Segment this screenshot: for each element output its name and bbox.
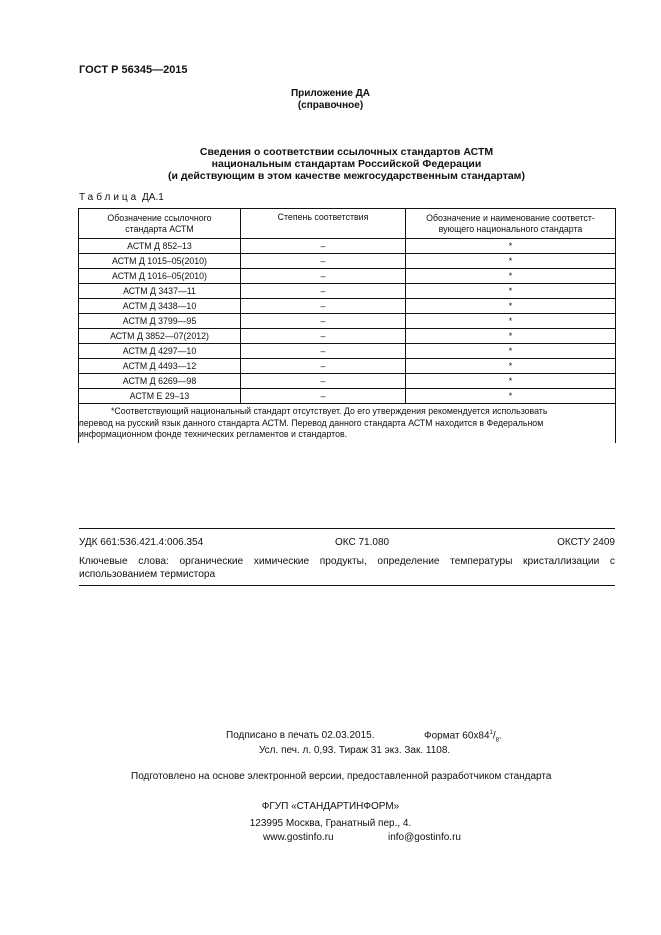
cell-degree: – — [241, 299, 406, 314]
cell-astm-standard: АСТМ Д 4493—12 — [79, 359, 241, 374]
table-caption — [79, 192, 164, 203]
cell-astm-standard: АСТМ Д 1016–05(2010) — [79, 269, 241, 284]
main-title-line-3: (и действующим в этом качестве межгосударственным стандартам) — [168, 170, 525, 182]
header-astm-designation — [79, 209, 241, 239]
cell-astm-standard: АСТМ Д 852–13 — [79, 239, 241, 254]
format-end: . — [499, 730, 502, 742]
keywords — [79, 555, 615, 581]
cell-degree: – — [241, 254, 406, 269]
table-row — [79, 314, 616, 329]
cell-degree: – — [241, 239, 406, 254]
format-prefix: Формат 60x84 — [424, 730, 490, 742]
annex-subtitle: (справочное) — [297, 100, 364, 111]
table-caption-id: ДА.1 — [142, 192, 164, 203]
cell-astm-standard: АСТМ Д 3799—95 — [79, 314, 241, 329]
okstu-code: ОКСТУ 2409 — [557, 537, 615, 548]
cell-degree: – — [241, 359, 406, 374]
annex-heading — [0, 88, 661, 112]
cell-national-standard: * — [406, 254, 616, 269]
cell-national-standard: * — [406, 329, 616, 344]
table-row — [79, 239, 616, 254]
cell-degree: – — [241, 269, 406, 284]
cell-degree: – — [241, 374, 406, 389]
annex-title: Приложение ДА — [290, 88, 371, 99]
format-sup: 1 — [489, 730, 493, 736]
header-line: Обозначение ссылочного — [107, 212, 212, 223]
table-row — [79, 359, 616, 374]
cell-astm-standard: АСТМ Д 1015–05(2010) — [79, 254, 241, 269]
table-caption-word: Таблица — [79, 192, 140, 203]
udk-code: УДК 661:536.421.4:006.354 — [79, 537, 204, 548]
table-row — [79, 389, 616, 404]
cell-astm-standard: АСТМ Д 3437—11 — [79, 284, 241, 299]
table-note — [79, 404, 616, 443]
cell-national-standard: * — [406, 299, 616, 314]
table-row — [79, 284, 616, 299]
cell-national-standard: * — [406, 389, 616, 404]
cell-degree: – — [241, 344, 406, 359]
table-body — [79, 239, 616, 404]
document-id: ГОСТ Р 56345—2015 — [79, 64, 188, 76]
website-link[interactable]: www.gostinfo.ru — [263, 832, 334, 843]
print-details: Усл. печ. л. 0,93. Тираж 31 экз. Зак. 1108. — [259, 745, 451, 756]
main-title — [79, 146, 614, 182]
cell-astm-standard: АСТМ Д 6269—98 — [79, 374, 241, 389]
cell-degree: – — [241, 329, 406, 344]
cell-astm-standard: АСТМ Д 4297—10 — [79, 344, 241, 359]
cell-national-standard: * — [406, 359, 616, 374]
table-note-line-1: *Соответствующий национальный стандарт отсутствует. До его утверждения рекомендуется использовать — [111, 406, 548, 416]
table-row — [79, 374, 616, 389]
keywords-line-1: Ключевые слова: органические химические продукты, определение температуры кристаллизации с — [79, 556, 615, 567]
header-national-standard — [406, 209, 616, 239]
email-link[interactable]: info@gostinfo.ru — [388, 832, 461, 843]
table-note-line-2: перевод на русский язык данного стандарта АСТМ. Перевод данного стандарта АСТМ находится в Федеральном — [79, 417, 544, 428]
header-line: стандарта АСТМ — [125, 223, 194, 234]
cell-astm-standard: АСТМ Е 29–13 — [79, 389, 241, 404]
divider-top — [79, 528, 615, 529]
correspondence-table — [78, 208, 616, 443]
table-row — [79, 344, 616, 359]
cell-degree: – — [241, 284, 406, 299]
main-title-line-1: Сведения о соответствии ссылочных стандартов АСТМ — [199, 146, 494, 158]
table-note-row — [79, 404, 616, 443]
table-header-row — [79, 209, 616, 239]
cell-degree: – — [241, 389, 406, 404]
table-note-line-3: информационном фонде технических регламентов и стандартов. — [79, 429, 348, 439]
divider-bottom — [79, 585, 615, 586]
publisher-name: ФГУП «СТАНДАРТИНФОРМ» — [261, 801, 400, 812]
cell-national-standard: * — [406, 239, 616, 254]
oks-code: ОКС 71.080 — [335, 537, 390, 548]
signed-date: Подписано в печать 02.03.2015. — [226, 730, 375, 741]
cell-national-standard: * — [406, 284, 616, 299]
header-line: вующего национального стандарта — [438, 223, 583, 234]
table-row — [79, 254, 616, 269]
correspondence-table-wrapper — [78, 208, 615, 443]
header-degree — [241, 209, 406, 239]
cell-national-standard: * — [406, 314, 616, 329]
table-row — [79, 299, 616, 314]
keywords-line-2: использованием термистора — [79, 569, 216, 580]
publisher-address: 123995 Москва, Гранатный пер., 4. — [249, 818, 412, 829]
format-sub: 8 — [495, 737, 500, 744]
header-line: Степень соответствия — [277, 212, 369, 222]
cell-astm-standard: АСТМ Д 3438—10 — [79, 299, 241, 314]
cell-national-standard: * — [406, 269, 616, 284]
print-format: Формат $60x84^1/_8$. — [424, 730, 502, 744]
header-line: Обозначение и наименование соответст- — [426, 212, 595, 223]
cell-national-standard: * — [406, 374, 616, 389]
cell-national-standard: * — [406, 344, 616, 359]
table-row — [79, 329, 616, 344]
prepared-note: Подготовлено на основе электронной версии, предоставленной разработчиком стандарта — [131, 771, 552, 782]
cell-degree: – — [241, 314, 406, 329]
cell-astm-standard: АСТМ Д 3852—07(2012) — [79, 329, 241, 344]
main-title-line-2: национальным стандартам Российской Федерации — [211, 158, 482, 170]
table-row — [79, 269, 616, 284]
